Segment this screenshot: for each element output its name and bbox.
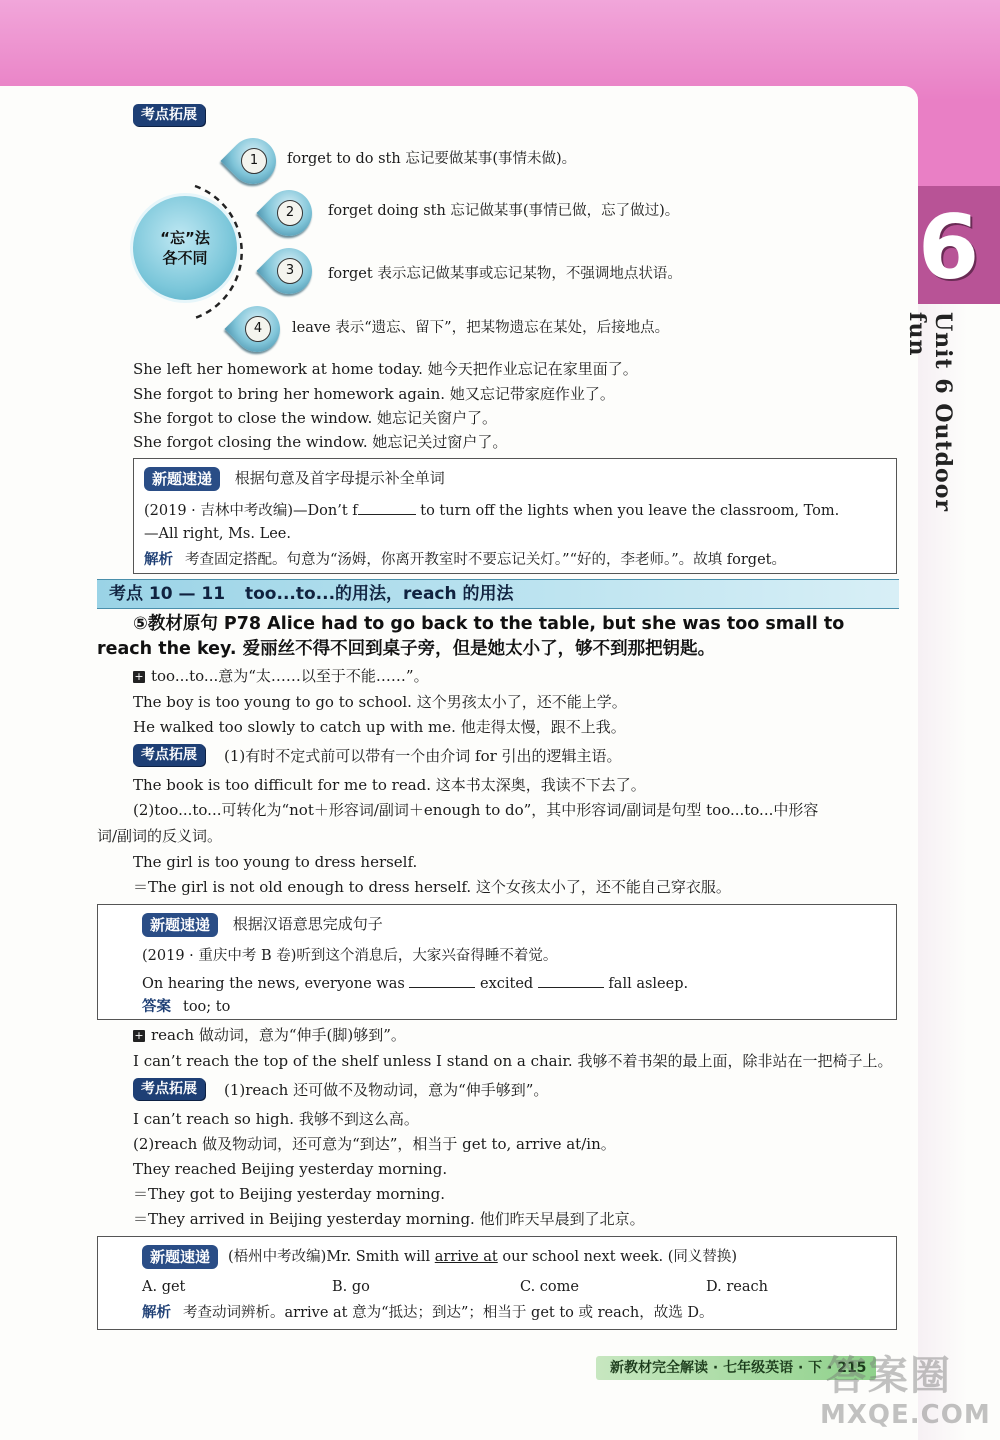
box1-question-line2: —All right, Ms. Lee.: [144, 526, 291, 542]
answer-text: too; to: [183, 999, 231, 1015]
too-to-example-4: The girl is too young to dress herself.: [133, 853, 418, 871]
xin-badge-1: 新题速递: [144, 467, 220, 491]
reach-example-2: I can’t reach so high. 我够不到这么高。: [133, 1110, 419, 1128]
hub-label-line1: “忘”法: [160, 229, 210, 247]
analysis-text-3: 考查动词辨析。arrive at 意为“抵达；到达”；相当于 get to 或 reach，故选 D。: [183, 1305, 714, 1321]
section-header: [97, 579, 899, 609]
box2-question-1: (2019 · 重庆中考 B 卷)听到这个消息后，大家兴奋得睡不着觉。: [142, 948, 558, 964]
box1-instruction: 根据句意及首字母提示补全单词: [234, 469, 445, 487]
too-to-example-5: ＝The girl is not old enough to dress herself. 这个女孩太小了，还不能自己穿衣服。: [133, 878, 731, 896]
option-d[interactable]: D. reach: [706, 1279, 768, 1295]
example-left-homework: She left her homework at home today. 她今天把作业忘记在家里面了。: [133, 360, 638, 378]
plus-icon: +: [134, 670, 144, 683]
box3-question-end: our school next week. (同义替换): [497, 1249, 738, 1265]
section-title: too...to...的用法，reach 的用法: [245, 584, 514, 604]
watermark-line2: MXQE.COM: [820, 1400, 991, 1430]
analysis-text-1: 考查固定搭配。句意为“汤姆，你离开教室时不要忘记关灯。”“好的，李老师。”。故填 forget。: [185, 552, 786, 568]
item-number-3: 3: [277, 258, 303, 284]
box2-question-2b: excited: [475, 976, 538, 992]
example-forgot-to-close: She forgot to close the window. 她忘记关窗户了。: [133, 409, 498, 427]
option-b[interactable]: B. go: [332, 1279, 370, 1295]
section-number: 考点 10 — 11: [109, 584, 226, 604]
diagram-item-3: forget 表示忘记做某事或忘记某物，不强调地点状语。: [328, 266, 682, 282]
kaodian-tuozhan-badge: 考点拓展: [133, 104, 205, 126]
forget-hub-label: [133, 228, 237, 268]
diagram-item-1: forget to do sth 忘记要做某事(事情未做)。: [287, 151, 577, 167]
xin-badge-2: 新题速递: [142, 913, 218, 937]
box2-question-2c: fall asleep.: [603, 976, 689, 992]
answer-blank[interactable]: [358, 500, 416, 515]
box3-underlined-phrase: arrive at: [434, 1249, 498, 1265]
box2-question-2a: On hearing the news, everyone was: [142, 976, 410, 992]
item-number-1: 1: [241, 148, 267, 174]
reach-definition: [133, 1025, 406, 1045]
reach-example-5: ＝They arrived in Beijing yesterday morning. 他们昨天早晨到了北京。: [133, 1210, 645, 1228]
footer-text: 新教材完全解读 · 七年级英语 · 下 · 215: [610, 1360, 867, 1376]
too-to-extension-1: (1)有时不定式前可以带有一个由介词 for 引出的逻辑主语。: [224, 747, 622, 765]
diagram-item-2: forget doing sth 忘记做某事(事情已做，忘了做过)。: [328, 203, 680, 219]
box1-question-start: (2019 · 吉林中考改编)—Don’t f: [144, 503, 358, 519]
option-c[interactable]: C. come: [520, 1279, 579, 1295]
box1-question: [144, 500, 839, 521]
page-top-background: [0, 0, 1000, 100]
too-to-def-text: too...to...意为“太……以至于不能……”。: [151, 667, 429, 685]
reach-def-text: reach 做动词，意为“伸手(脚)够到”。: [151, 1026, 406, 1044]
example-forgot-closing: She forgot closing the window. 她忘记关过窗户了。: [133, 433, 508, 451]
box3-question: [142, 1245, 737, 1269]
example-forgot-bring: She forgot to bring her homework again. 她又忘记带家庭作业了。: [133, 385, 615, 403]
too-to-definition: [133, 666, 429, 686]
box2-instruction: 根据汉语意思完成句子: [232, 915, 383, 933]
hub-label-line2: 各不同: [162, 249, 208, 267]
watermark-line1: 答案圈: [826, 1353, 952, 1399]
reach-extension-2: (2)reach 做及物动词，还可意为“到达”，相当于 get to, arrive at/in。: [133, 1135, 616, 1153]
box2-question-2: [142, 973, 688, 994]
item-number-2: 2: [277, 200, 303, 226]
box1-header: [144, 467, 445, 491]
xin-badge-3: 新题速递: [142, 1245, 218, 1269]
practice-box-3: [97, 1236, 897, 1330]
kaodian-tuozhan-badge-3: 考点拓展: [133, 1078, 205, 1100]
answer-label: 答案: [142, 999, 171, 1015]
unit-title: Unit 6 Outdoor fun: [904, 312, 956, 512]
reach-example-1: I can’t reach the top of the shelf unless I stand on a chair. 我够不着书架的最上面，除非站在一把椅子上。: [133, 1052, 893, 1070]
practice-box-1: [133, 458, 897, 574]
reach-example-4: ＝They got to Beijing yesterday morning.: [133, 1185, 446, 1203]
reach-extension-1: (1)reach 还可做不及物动词，意为“伸手够到”。: [224, 1081, 549, 1099]
too-to-example-2: He walked too slowly to catch up with me. 他走得太慢，跟不上我。: [133, 718, 626, 736]
kaodian-tuozhan-badge-2: 考点拓展: [133, 744, 205, 766]
box3-analysis: [142, 1303, 713, 1323]
option-a[interactable]: A. get: [142, 1279, 186, 1295]
watermark-logo: [820, 1342, 990, 1432]
too-to-example-1: The boy is too young to go to school. 这个男孩太小了，还不能上学。: [133, 693, 627, 711]
too-to-extension-2-line2: 词/副词的反义词。: [97, 827, 223, 845]
box3-question-start: (梧州中考改编)Mr. Smith will: [228, 1249, 435, 1265]
box1-question-end: to turn off the lights when you leave the classroom, Tom.: [415, 503, 840, 519]
box2-header: [142, 913, 383, 937]
answer-blank-1[interactable]: [409, 973, 475, 988]
analysis-label-1: 解析: [144, 552, 173, 568]
original-sentence-line1: ⑤教材原句 P78 Alice had to go back to the table, but she was too small to: [133, 614, 845, 634]
practice-box-2: [97, 904, 897, 1020]
box1-analysis: [144, 550, 786, 570]
item-number-4: 4: [245, 316, 271, 342]
too-to-example-3: The book is too difficult for me to read. 这本书太深奥，我读不下去了。: [133, 776, 646, 794]
answer-blank-2[interactable]: [538, 973, 604, 988]
analysis-label-3: 解析: [142, 1305, 171, 1321]
unit-number: 6: [918, 196, 980, 299]
plus-icon-2: +: [134, 1029, 144, 1042]
original-sentence-line2: reach the key. 爱丽丝不得不回到桌子旁，但是她太小了，够不到那把钥匙。: [97, 639, 716, 659]
too-to-extension-2-line1: (2)too...to...可转化为“not＋形容词/副词＋enough to do”，其中形容词/副词是句型 too...to...中形容: [133, 801, 819, 819]
reach-example-3: They reached Beijing yesterday morning.: [133, 1160, 448, 1178]
box2-answer: [142, 997, 230, 1017]
diagram-item-4: leave 表示“遗忘、留下”，把某物遗忘在某处，后接地点。: [292, 320, 670, 336]
